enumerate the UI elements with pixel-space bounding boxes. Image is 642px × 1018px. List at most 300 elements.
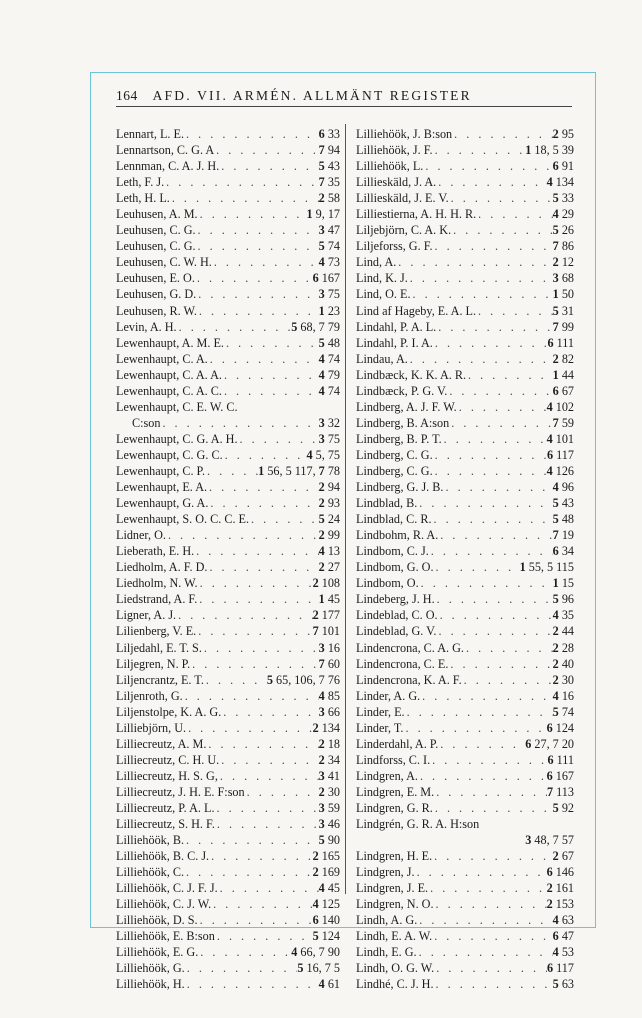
entry-reference: 4 66, 7 90 <box>291 945 340 960</box>
entry-name: Ligner, A. J. <box>116 608 177 623</box>
entry-reference: 2 95 <box>552 127 574 141</box>
entry-reference: 6 67 <box>552 383 574 398</box>
register-entry <box>116 832 340 848</box>
leader-dots <box>207 479 319 495</box>
entry-name: Lilliehöök, C. J. W. <box>116 897 212 912</box>
leader-dots <box>434 976 553 992</box>
register-entry <box>116 286 340 302</box>
entry-name: Lindgren, G. R. <box>356 800 433 815</box>
leader-dots <box>433 142 526 158</box>
register-entry <box>356 270 574 286</box>
register-entry <box>116 784 340 800</box>
entry-reference: 4 101 <box>546 431 574 446</box>
entry-name: Lindencrona, K. A. F. <box>356 672 462 687</box>
entry-name: Lilliecreutz, S. H. F. <box>116 817 215 832</box>
entry-name: Lennman, C. A. J. H. <box>116 159 220 174</box>
entry-reference: 3 48, 7 57 <box>525 833 574 848</box>
entry-reference: 1 44 <box>552 367 574 382</box>
entry-reference: 3 75 <box>318 287 340 302</box>
entry-name: Lennartson, C. G. A <box>116 143 215 158</box>
register-entry <box>356 495 574 511</box>
entry-name: Liljedahl, E. T. S. <box>116 640 202 655</box>
entry-name: Lindencrona, C. E. <box>356 656 449 671</box>
entry-name: Lewenhaupt, C. A. A. <box>116 367 222 382</box>
register-entry <box>116 559 340 575</box>
entry-name: Liljeforss, G. F. <box>356 239 433 254</box>
leader-dots <box>432 511 553 527</box>
entry-name: Lindgren, N. O. <box>356 897 434 912</box>
entry-reference: 3 75 <box>318 431 340 446</box>
entry-reference: 4 125 <box>312 897 340 912</box>
register-entry <box>356 238 574 254</box>
register-entry <box>116 479 340 495</box>
leader-dots <box>207 559 318 575</box>
leader-dots <box>221 704 318 720</box>
leader-dots <box>222 367 319 383</box>
entry-reference: 4 79 <box>318 367 340 382</box>
entry-name: Lilliebjörn, U. <box>116 720 187 735</box>
entry-reference: 2 67 <box>552 849 574 864</box>
entry-name: Linder, A. G. <box>356 688 421 703</box>
register-entry <box>116 704 340 720</box>
leader-dots <box>434 960 547 976</box>
leader-dots <box>438 736 525 752</box>
entry-reference: 6 124 <box>546 720 574 735</box>
register-entry <box>116 142 340 158</box>
register-entry <box>356 351 574 367</box>
register-entry <box>356 672 574 688</box>
entry-name: Lilliecreutz, P. A. L. <box>116 800 215 815</box>
leader-dots <box>428 880 546 896</box>
register-entry <box>356 206 574 222</box>
leader-dots <box>420 688 553 704</box>
register-entry <box>116 768 340 784</box>
register-entry <box>116 640 340 656</box>
leader-dots <box>170 190 319 206</box>
leader-dots <box>418 768 547 784</box>
entry-reference: 1 56, 5 117, 7 78 <box>258 463 340 478</box>
leader-dots <box>476 303 553 319</box>
entry-reference: 7 19 <box>552 528 574 543</box>
entry-name: Lewenhaupt, S. O. C. C. E. <box>116 512 250 527</box>
entry-name: Lilliehöök, E. B:son <box>116 929 215 944</box>
leader-dots <box>190 656 319 672</box>
entry-reference: 3 59 <box>318 800 340 815</box>
register-entry <box>356 190 574 206</box>
entry-reference: 6 117 <box>547 447 574 462</box>
entry-name: Lindeberg, J. H. <box>356 592 435 607</box>
entry-reference: 3 46 <box>318 817 340 832</box>
leader-dots <box>215 800 319 816</box>
register-entry <box>356 896 574 912</box>
leader-dots <box>435 591 553 607</box>
entry-reference: 4 13 <box>318 544 340 559</box>
entry-reference: 5 26 <box>552 223 574 238</box>
register-column-right <box>356 126 574 993</box>
entry-name: Liljencrantz, E. T. <box>116 672 204 687</box>
entry-name: Lindhé, C. J. H. <box>356 977 434 992</box>
register-entry <box>116 816 340 832</box>
register-entry <box>356 784 574 800</box>
register-entry <box>356 158 574 174</box>
leader-dots <box>204 672 267 688</box>
leader-dots <box>183 688 319 704</box>
column-divider <box>345 124 346 894</box>
register-entry <box>356 527 574 543</box>
entry-reference: 2 18 <box>318 736 340 751</box>
register-entry <box>356 688 574 704</box>
leader-dots <box>436 319 552 335</box>
entry-reference: 3 68 <box>552 271 574 286</box>
register-entry <box>116 399 340 415</box>
entry-name: Lindh, E. G. <box>356 945 417 960</box>
register-entry <box>116 848 340 864</box>
entry-name: Linder, E. <box>356 704 405 719</box>
leader-dots <box>209 848 312 864</box>
entry-reference: 1 9, 17 <box>306 207 340 222</box>
entry-name: Lillieskäld, J. E. V. <box>356 191 449 206</box>
leader-dots <box>196 286 318 302</box>
entry-reference: 2 28 <box>552 640 574 655</box>
leader-dots <box>184 126 319 142</box>
entry-reference: 6 146 <box>546 865 574 880</box>
entry-reference: 2 27 <box>318 560 340 575</box>
entry-name: Lindbohm, R. A. <box>356 528 439 543</box>
entry-name: Leuhusen, C. G. <box>116 223 196 238</box>
entry-reference: 7 35 <box>318 175 340 190</box>
leader-dots <box>417 495 552 511</box>
entry-reference: 5 74 <box>318 239 340 254</box>
register-entry <box>116 463 340 479</box>
register-entry <box>356 367 574 383</box>
register-entry <box>116 238 340 254</box>
register-entry <box>116 319 340 335</box>
entry-name: Liljenroth, G. <box>116 688 183 703</box>
register-entry <box>116 736 340 752</box>
leader-dots <box>211 896 312 912</box>
entry-reference: 3 32 <box>318 415 340 430</box>
register-entry <box>356 607 574 623</box>
entry-name: Lindh, E. A. W. <box>356 929 433 944</box>
entry-reference: 4 61 <box>318 977 340 992</box>
register-entry <box>116 928 340 944</box>
page-title: AFD. VII. ARMÉN. ALLMÄNT REGISTER <box>152 88 472 103</box>
entry-reference: 5 92 <box>552 800 574 815</box>
entry-reference: 2 153 <box>546 897 574 912</box>
register-entry <box>356 399 574 415</box>
entry-name <box>507 832 525 848</box>
leader-dots <box>436 623 552 639</box>
leader-dots <box>433 463 547 479</box>
header-rule <box>116 106 572 107</box>
entry-reference: 3 41 <box>318 768 340 783</box>
register-entry <box>356 431 574 447</box>
register-entry <box>116 864 340 880</box>
leader-dots <box>185 976 319 992</box>
register-entry <box>116 511 340 527</box>
leader-dots <box>464 640 553 656</box>
entry-name: Lilliehöök, E. G. <box>116 945 199 960</box>
register-entry <box>116 720 340 736</box>
entry-reference: 4 45 <box>318 881 340 896</box>
leader-dots <box>176 607 312 623</box>
leader-dots <box>403 720 546 736</box>
entry-name: Lindgren, J. E. <box>356 881 429 896</box>
entry-reference: 1 55, 5 115 <box>519 560 574 575</box>
entry-name: Lind, K. J. <box>356 271 408 286</box>
entry-reference: 2 58 <box>318 191 340 206</box>
entry-name: Lind, O. E. <box>356 287 411 302</box>
leader-dots <box>208 495 318 511</box>
register-entry <box>356 944 574 960</box>
leader-dots <box>423 158 552 174</box>
register-entry <box>116 367 340 383</box>
entry-reference: 7 59 <box>552 415 574 430</box>
entry-name: Lindh, O. G. W. <box>356 961 435 976</box>
entry-name: Lilliehöök, H. <box>116 977 185 992</box>
leader-dots <box>405 704 553 720</box>
register-entry <box>356 543 574 559</box>
leader-dots <box>249 511 319 527</box>
entry-name: Lindbom, C. J. <box>356 544 429 559</box>
entry-reference: 1 23 <box>318 303 340 318</box>
leader-dots <box>452 126 553 142</box>
entry-reference: 6 111 <box>547 335 574 350</box>
entry-name: C:son <box>132 415 161 430</box>
entry-reference: 2 94 <box>318 480 340 495</box>
entry-name: Lewenhaupt, C. A. <box>116 351 208 366</box>
leader-dots <box>198 206 307 222</box>
leader-dots <box>197 591 318 607</box>
entry-name: Lindberg, C. G. <box>356 463 433 478</box>
leader-dots <box>214 142 319 158</box>
leader-dots <box>447 383 552 399</box>
leader-dots <box>202 640 319 656</box>
entry-name: Liedholm, A. F. D. <box>116 560 208 575</box>
entry-name: Lindberg, G. J. B. <box>356 480 444 495</box>
entry-reference: 2 40 <box>552 656 574 671</box>
entry-name: Linder, T. <box>356 720 404 735</box>
leader-dots <box>434 784 547 800</box>
entry-name: Lindgrén, G. R. A. H:son <box>356 817 480 832</box>
leader-dots <box>396 254 552 270</box>
register-entry <box>356 752 574 768</box>
entry-name: Lindau, A. <box>356 351 408 366</box>
entry-name: Levin, A. H. <box>116 319 177 334</box>
entry-name: Linderdahl, A. P. <box>356 736 439 751</box>
leader-dots <box>223 447 307 463</box>
register-entry <box>116 190 340 206</box>
entry-name: Lindberg, A. J. F. W. <box>356 399 457 414</box>
entry-reference: 5 74 <box>552 704 574 719</box>
entry-name: Leuhusen, C. W. H. <box>116 255 212 270</box>
register-entry <box>356 720 574 736</box>
register-entry <box>356 335 574 351</box>
entry-name: Lindencrona, C. A. G. <box>356 640 464 655</box>
entry-name: Lilliehöök, J. F. <box>356 143 433 158</box>
leader-dots <box>433 335 548 351</box>
register-entry <box>116 222 340 238</box>
register-entry <box>116 591 340 607</box>
entry-reference: 4 16 <box>552 688 574 703</box>
entry-name: Lind af Hageby, E. A. L. <box>356 303 477 318</box>
leader-dots <box>198 912 313 928</box>
entry-name: Lindbæck, P. G. V. <box>356 383 448 398</box>
register-entry <box>356 575 574 591</box>
register-entry <box>116 575 340 591</box>
register-entry <box>116 543 340 559</box>
entry-name: Lilienberg, V. E. <box>116 624 197 639</box>
register-entry <box>356 415 574 431</box>
entry-name: Lindberg, B. P. T. <box>356 431 442 446</box>
entry-reference: 7 86 <box>552 239 574 254</box>
entry-name: Leth, F. J. <box>116 175 165 190</box>
entry-name: Lilliestierna, A. H. H. R. <box>356 207 477 222</box>
register-entry <box>356 383 574 399</box>
leader-dots <box>184 832 319 848</box>
entry-name: Leuhusen, A. M. <box>116 207 198 222</box>
leader-dots <box>238 399 340 415</box>
leader-dots <box>434 559 520 575</box>
entry-reference: 5 68, 7 79 <box>291 319 340 334</box>
entry-reference: 5 48 <box>318 335 340 350</box>
entry-name: Lindeblad, G. V. <box>356 624 437 639</box>
leader-dots <box>160 415 318 431</box>
entry-reference: 4 96 <box>552 480 574 495</box>
entry-reference: 6 33 <box>318 127 340 141</box>
register-entry <box>356 479 574 495</box>
leader-dots <box>206 736 318 752</box>
register-entry <box>356 142 574 158</box>
register-entry <box>356 768 574 784</box>
entry-reference: 6 167 <box>546 768 574 783</box>
register-entry <box>116 607 340 623</box>
leader-dots <box>433 238 553 254</box>
entry-name: Lilliehöök, J. B:son <box>356 127 453 141</box>
entry-reference: 5 43 <box>318 159 340 174</box>
entry-name: Leuhusen, G. D. <box>116 287 197 302</box>
leader-dots <box>433 800 553 816</box>
entry-name: Lewenhaupt, C. P. <box>116 463 206 478</box>
register-entry <box>116 415 340 431</box>
leader-dots <box>430 752 547 768</box>
leader-dots <box>185 960 298 976</box>
entry-name: Liedholm, N. W. <box>116 576 198 591</box>
register-entry <box>356 222 574 238</box>
entry-reference: 5 90 <box>318 833 340 848</box>
leader-dots <box>219 752 318 768</box>
register-entry <box>116 912 340 928</box>
entry-reference: 4 63 <box>552 913 574 928</box>
leader-dots <box>186 720 313 736</box>
register-entry <box>116 206 340 222</box>
entry-reference: 5 43 <box>552 496 574 511</box>
register-entry <box>356 800 574 816</box>
register-entry <box>116 527 340 543</box>
entry-name: Lilliecreutz, J. H. E. F:son <box>116 784 245 799</box>
entry-reference: 6 91 <box>552 159 574 174</box>
entry-reference: 7 99 <box>552 319 574 334</box>
leader-dots <box>438 607 553 623</box>
leader-dots <box>198 944 291 960</box>
register-entry <box>356 928 574 944</box>
entry-reference: 6 27, 7 20 <box>525 736 574 751</box>
entry-reference: 5 16, 7 5 <box>297 961 340 976</box>
leader-dots <box>164 174 319 190</box>
leader-dots <box>196 222 319 238</box>
register-entry <box>116 688 340 704</box>
entry-name: Lindblad, C. R. <box>356 512 432 527</box>
entry-name: Lewenhaupt, G. A. <box>116 496 209 511</box>
leader-dots <box>408 351 553 367</box>
entry-name: Lindeblad, C. O. <box>356 608 438 623</box>
entry-reference: 1 15 <box>552 576 574 591</box>
entry-reference: 2 82 <box>552 351 574 366</box>
entry-name: Lilliehöök, C. <box>116 865 185 880</box>
entry-name: Leth, H. L. <box>116 191 170 206</box>
entry-reference: 4 126 <box>546 463 574 478</box>
register-entry <box>116 174 340 190</box>
register-entry <box>116 656 340 672</box>
entry-name: Lindgren, A. <box>356 768 418 783</box>
register-entry <box>116 126 340 142</box>
entry-reference: 6 167 <box>312 271 340 286</box>
entry-reference: 2 177 <box>312 608 340 623</box>
entry-reference: 4 85 <box>318 688 340 703</box>
register-entry <box>116 303 340 319</box>
entry-name: Liljegren, N. P. <box>116 656 191 671</box>
register-entry <box>356 656 574 672</box>
register-entry <box>356 174 574 190</box>
register-entry <box>116 976 340 992</box>
register-entry <box>116 623 340 639</box>
entry-name: Lindgren, E. M. <box>356 784 435 799</box>
entry-reference: 1 50 <box>552 287 574 302</box>
entry-name: Lind, A. <box>356 255 397 270</box>
entry-name: Lilliehöök, G. <box>116 961 185 976</box>
entry-reference: 2 12 <box>552 255 574 270</box>
register-entry <box>356 447 574 463</box>
leader-dots <box>196 238 319 254</box>
entry-name: Lindh, A. G. <box>356 913 418 928</box>
entry-name: Leuhusen, R. W. <box>116 303 197 318</box>
entry-reference: 2 134 <box>312 720 340 735</box>
entry-reference: 5 63 <box>552 977 574 992</box>
entry-reference: 2 34 <box>318 752 340 767</box>
leader-dots <box>238 431 319 447</box>
entry-reference: 5 48 <box>552 512 574 527</box>
register-entry <box>116 431 340 447</box>
register-entry <box>356 640 574 656</box>
entry-name: Lewenhaupt, C. G. A. H. <box>116 431 238 446</box>
leader-dots <box>449 190 553 206</box>
entry-name: Lindgren, H. E. <box>356 849 433 864</box>
leader-dots <box>432 848 553 864</box>
register-column-left <box>116 126 340 993</box>
leader-dots <box>194 543 319 559</box>
entry-reference: 6 140 <box>312 913 340 928</box>
entry-name: Lindbom, G. O. <box>356 560 434 575</box>
register-entry <box>356 912 574 928</box>
entry-name: Lindbom, O. <box>356 576 419 591</box>
leader-dots <box>438 527 552 543</box>
entry-reference: 7 94 <box>318 143 340 158</box>
leader-dots <box>433 447 547 463</box>
leader-dots <box>417 912 552 928</box>
register-entry <box>356 880 574 896</box>
register-entry <box>356 704 574 720</box>
leader-dots <box>462 672 553 688</box>
